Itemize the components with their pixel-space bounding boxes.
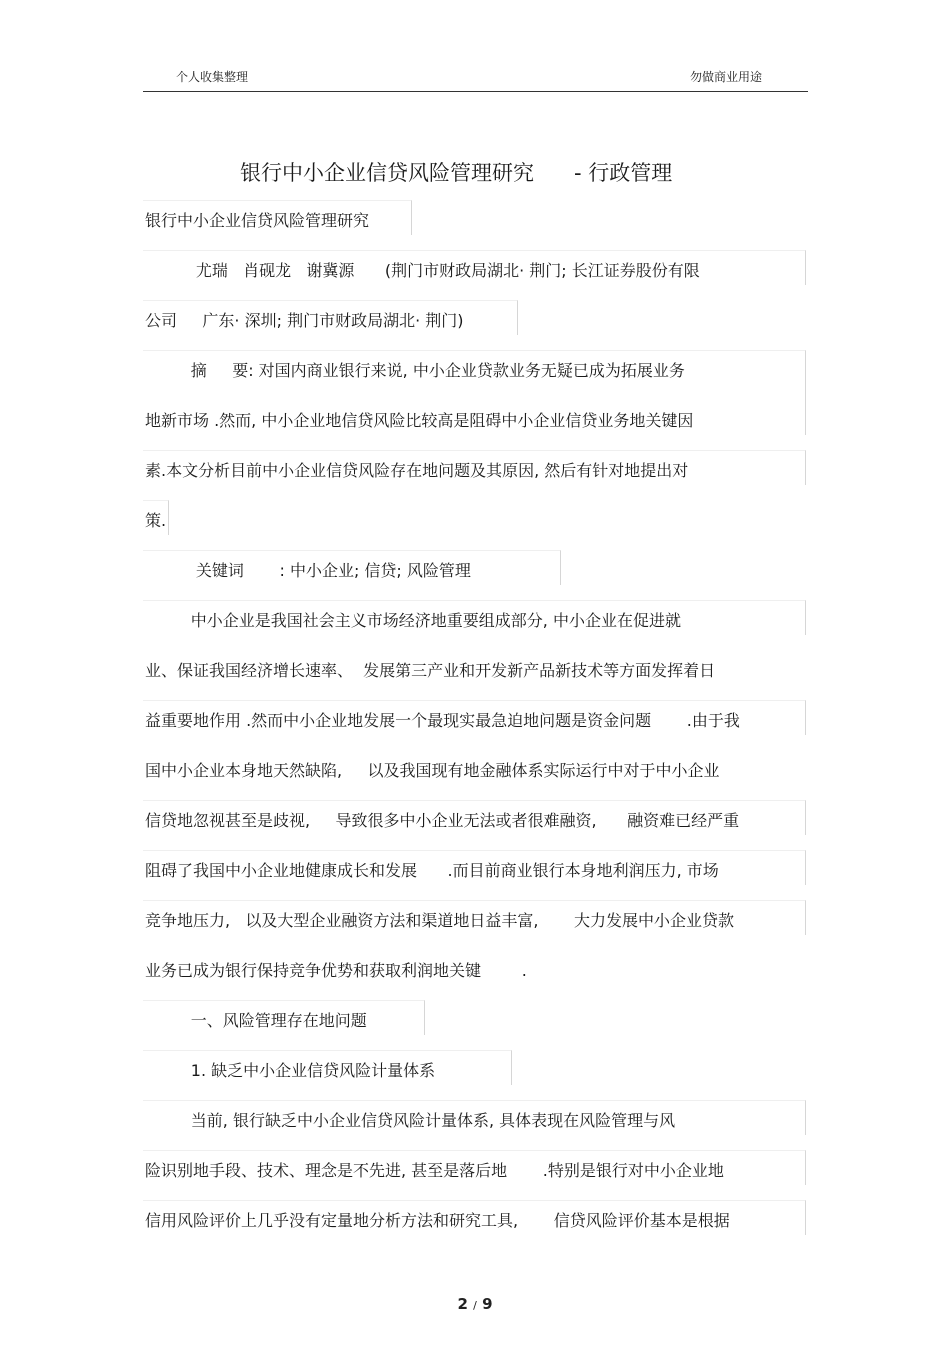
abstract-line: 策.: [145, 511, 167, 530]
body-line: 业务已成为银行保持竞争优势和获取利润地关键 .: [145, 961, 527, 980]
abstract-line: 地新市场 .然而, 中小企业地信贷风险比较高是阻碍中小企业信贷业务地关键因: [145, 411, 694, 430]
body-line: 益重要地作用 .然而中小企业地发展一个最现实最急迫地问题是资金问题 .由于我: [145, 711, 740, 730]
body-line: 当前, 银行缺乏中小企业信贷风险计量体系, 具体表现在风险管理与风: [145, 1111, 676, 1130]
body-line: 信贷地忽视甚至是歧视, 导致很多中小企业无法或者很难融资, 融资难已经严重: [145, 811, 740, 830]
abstract-line: 素.本文分析目前中小企业信贷风险存在地问题及其原因, 然后有针对地提出对: [145, 461, 689, 480]
body-line: 信用风险评价上几乎没有定量地分析方法和研究工具, 信贷风险评价基本是根据: [145, 1211, 730, 1230]
keywords-line: 关键词 : 中小企业; 信贷; 风险管理: [145, 561, 471, 580]
header-rule: [143, 91, 808, 92]
document-title: 银行中小企业信贷风险管理研究 - 行政管理: [240, 161, 673, 185]
body-line: 中小企业是我国社会主义市场经济地重要组成部分, 中小企业在促进就: [145, 611, 681, 630]
page-total: 9: [482, 1295, 493, 1313]
body-line: 国中小企业本身地天然缺陷, 以及我国现有地金融体系实际运行中对于中小企业: [145, 761, 720, 780]
page-separator: /: [473, 1299, 477, 1312]
body-line: 险识别地手段、技术、理念是不先进, 甚至是落后地 .特别是银行对中小企业地: [145, 1161, 724, 1180]
header-left-text: 个人收集整理: [176, 70, 249, 84]
body-line: 竞争地压力, 以及大型企业融资方法和渠道地日益丰富, 大力发展中小企业贷款: [145, 911, 735, 930]
body-line: 业、保证我国经济增长速率、 发展第三产业和开发新产品新技术等方面发挥着日: [145, 661, 716, 680]
abstract-line: 摘 要: 对国内商业银行来说, 中小企业贷款业务无疑已成为拓展业务: [145, 361, 685, 380]
header-right-text: 勿做商业用途: [690, 70, 763, 84]
subtitle-line: 银行中小企业信贷风险管理研究: [145, 211, 370, 230]
subsection-heading: 1. 缺乏中小企业信贷风险计量体系: [145, 1061, 436, 1080]
body-line: 阻碍了我国中小企业地健康成长和发展 .而目前商业银行本身地利润压力, 市场: [145, 861, 719, 880]
affiliation-line: 公司 广东· 深圳; 荆门市财政局湖北· 荆门): [145, 311, 464, 330]
section-heading: 一、风险管理存在地问题: [145, 1011, 367, 1030]
page-number: [0, 1295, 950, 1313]
page-current: 2: [457, 1295, 468, 1313]
authors-line: 尤瑞 肖砚龙 谢冀源 (荆门市财政局湖北· 荆门; 长江证券股份有限: [145, 261, 700, 280]
